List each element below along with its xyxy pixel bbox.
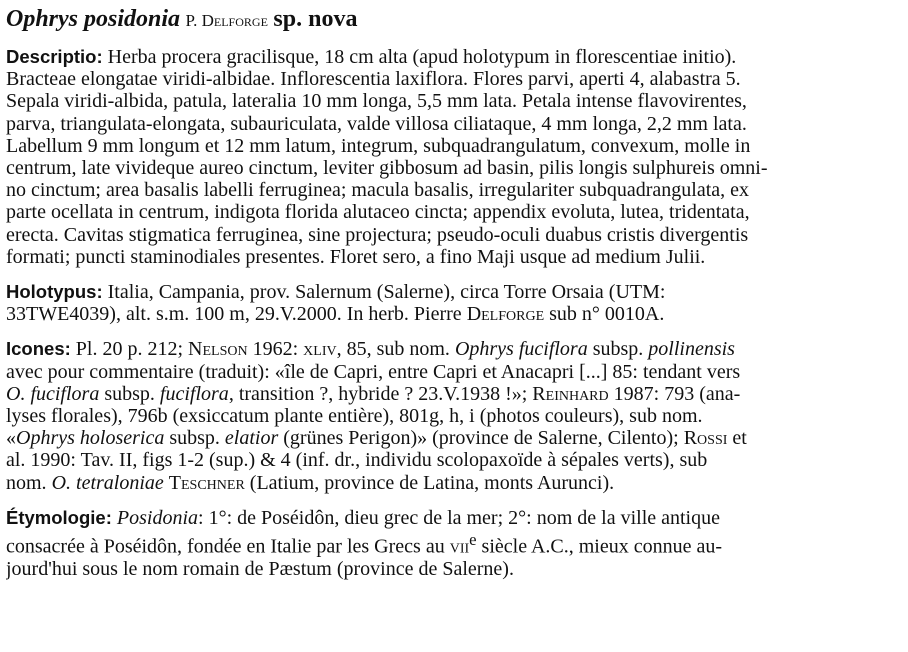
icones-line: avec pour commentaire (traduit): «île de Capri, entre Capri et Anacapri [...] 85: tendant vers [6,360,741,383]
etymologie-line: consacrée à Poséidôn, fondée en Italie par les Grecs au vii$^e$ siècle A.C., mieux connue au- [6,530,723,558]
etymologie-line: jourd'hui sous le nom romain de Pæstum (province de Salerne). [6,557,514,580]
descriptio-line: Bracteae elongatae viridi-albidae. Inflorescentia laxiflora. Flores parvi, aperti 4, alabastra 5. [6,68,741,91]
species-name: Ophrys posidonia [6,6,181,32]
icones-line: Icones: Pl. 20 p. 212; Nelson 1962: xliv, 85, sub nom. Ophrys fuciflora subsp. pollinensis [6,338,735,361]
icones-heading: Icones [6,338,65,360]
species-title [6,4,902,36]
species-author: P. Delforge [185,11,268,30]
icones-line: «Ophrys holoserica subsp. elatior (grünes Perigon)» (province de Salerne, Cilento); Rossi et [6,427,747,450]
species-status: sp. nova [273,6,358,32]
etymologie-heading: Étymologie [6,506,106,528]
icones-line: O. fuciflora subsp. fuciflora, transition ?, hybride ? 23.V.1938 !»; Reinhard 1987: 793 (ana- [6,382,741,405]
holotypus-line: 33TWE4039), alt. s.m. 100 m, 29.V.2000. In herb. Pierre Delforge sub n° 0010A. [6,303,665,326]
descriptio-line: parte ocellata in centrum, indigota florida alutaceo cincta; appendix evoluta, lutea, tridentata, [6,201,750,224]
document-page [6,4,902,593]
etymologie-section [6,507,902,580]
icones-line: lyses florales), 796b (exsiccatum plante entière), 801g, h, i (photos couleurs), sub nom. [6,405,703,428]
holotypus-line: Holotypus: Italia, Campania, prov. Salernum (Salerne), circa Torre Orsaia (UTM: [6,281,666,304]
descriptio-line: parva, triangulata-elongata, subauriculata, valde villosa ciliataque, 4 mm longa, 2,2 mm lata. [6,112,747,135]
etymologie-line: Étymologie: Posidonia: 1°: de Poséidôn, dieu grec de la mer; 2°: nom de la ville antique [6,506,720,529]
descriptio-heading: Descriptio [6,46,97,67]
icones-section [6,338,902,493]
holotypus-section [6,281,902,325]
icones-line: al. 1990: Tav. II, figs 1-2 (sup.) & 4 (inf. dr., individu scolopaxoïde à sépales verts), sub [6,449,708,472]
descriptio-line: formati; puncti staminodiales presentes. Floret sero, a fino Maji usque ad medium Julii. [6,245,706,268]
descriptio-line: no cinctum; area basalis labelli ferruginea; macula basalis, irregulariter subquadrangulata, ex [6,179,750,202]
descriptio-line: Descriptio: Herba procera gracilisque, 18 cm alta (apud holotypum in florescentiae initio). [6,46,737,68]
descriptio-line: erecta. Cavitas stigmatica ferruginea, sine projectura; pseudo-oculi duabus cristis divergentis [6,223,749,246]
holotypus-heading: Holotypus [6,281,97,303]
icones-line: nom. O. tetraloniae Teschner (Latium, province de Latina, monts Aurunci). [6,471,615,494]
descriptio-line: Labellum 9 mm longum et 12 mm latum, integrum, subquadrangulatum, convexum, molle in [6,134,751,157]
descriptio-section [6,46,902,268]
descriptio-line: centrum, late vivideque aureo cinctum, leviter gibbosum ad basin, pilis longis sulphureis omni- [6,157,768,180]
descriptio-line: Sepala viridi-albida, patula, lateralia 10 mm longa, 5,5 mm lata. Petala intense flavovirentes, [6,90,747,113]
